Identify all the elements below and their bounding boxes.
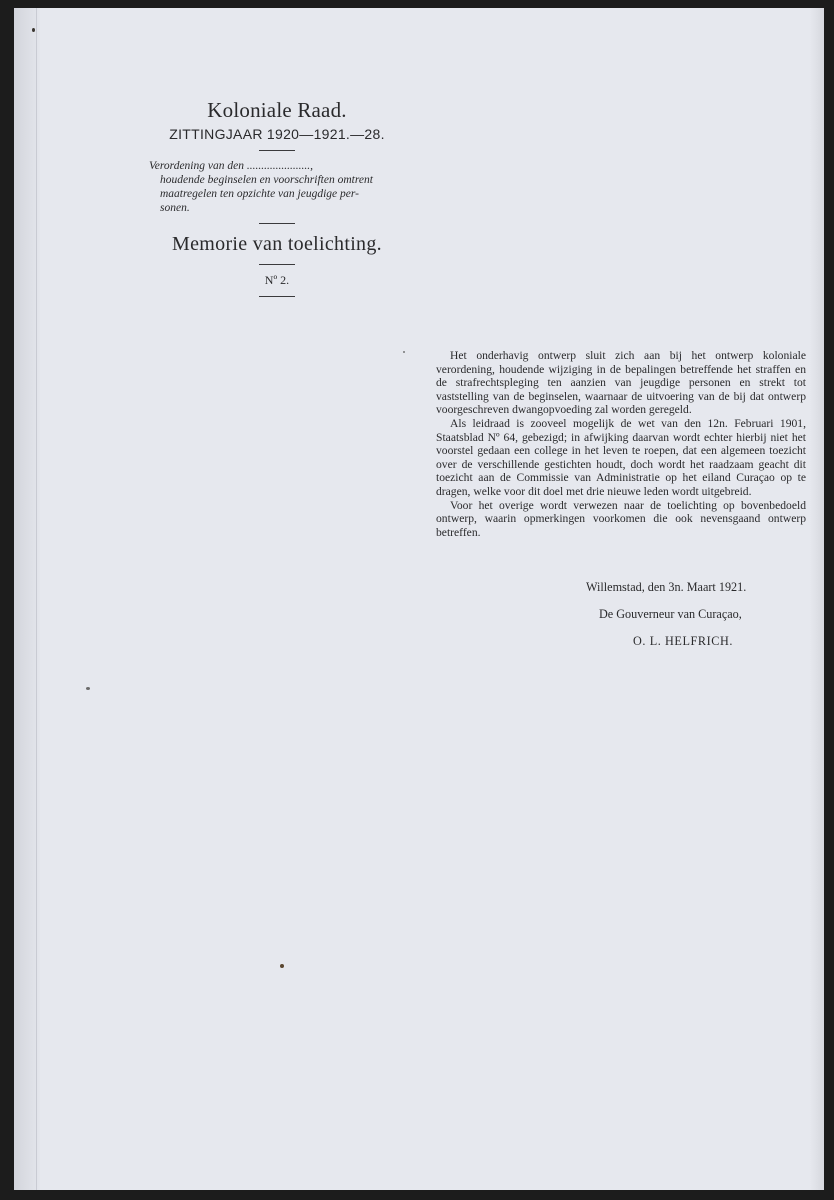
ordinance-line: Verordening van den ......................,	[149, 160, 313, 172]
paper-speck	[32, 28, 35, 32]
body-paragraph: Voor het overige wordt verwezen naar de toelichting op bovenbedoeld ontwerp, waarin opmerkingen voorkomen die ook nevensgaand ontwerp betreffen.	[436, 498, 806, 539]
ordinance-description	[139, 159, 415, 215]
body-paragraph: Het onderhavig ontwerp sluit zich aan bij het ontwerp koloniale verordening, houdende wijziging in de bepalingen betreffende het straffen en de strafrechtspleging ten aanzien van jeugdige personen en strekt tot vaststelling van de beginselen, waarnaar de uitvoering van de bij dat ontwerp voorgeschreven dwangopvoeding zal worden geregeld.	[436, 349, 806, 417]
session-line: ZITTINGJAAR 1920—1921.—28.	[169, 126, 385, 142]
paper-speck	[403, 351, 405, 353]
page-fold-line	[36, 8, 37, 1190]
document-header	[139, 98, 415, 305]
body-paragraph: Als leidraad is zooveel mogelijk de wet van den 12n. Februari 1901, Staatsblad Nº 64, gebezigd; in afwijking daarvan wordt echter hierbij niet het voorstel gedaan een college in het leven te roepen, dat een algemeen toezicht over de verschillende gestichten houdt, doch wordt het raadzaam geacht dit toezicht aan de Commissie van Administratie op het eiland Curaçao op te dragen, welke voor dit doel met drie nieuwe leden wordt uitgebreid.	[436, 416, 806, 498]
divider	[259, 264, 295, 265]
body-text	[436, 349, 806, 539]
signatory-name: O. L. HELFRICH.	[633, 634, 734, 648]
paper-speck	[86, 687, 90, 690]
memo-number: Nº 2.	[264, 273, 290, 287]
memo-title: Memorie van toelichting.	[172, 233, 382, 255]
place-date: Willemstad, den 3n. Maart 1921.	[586, 580, 747, 594]
page-edge-shadow	[810, 8, 824, 1190]
ordinance-line: houdende beginselen en voorschriften omtrent	[160, 174, 373, 186]
divider	[259, 223, 295, 224]
divider	[259, 296, 295, 297]
ordinance-line: maatregelen ten opzichte van jeugdige per-	[160, 188, 359, 200]
divider	[259, 150, 295, 151]
document-page	[14, 8, 824, 1190]
paper-speck	[280, 964, 284, 968]
ordinance-line: sonen.	[160, 202, 190, 214]
council-title: Koloniale Raad.	[207, 98, 347, 122]
signatory-title: De Gouverneur van Curaçao,	[599, 607, 742, 621]
